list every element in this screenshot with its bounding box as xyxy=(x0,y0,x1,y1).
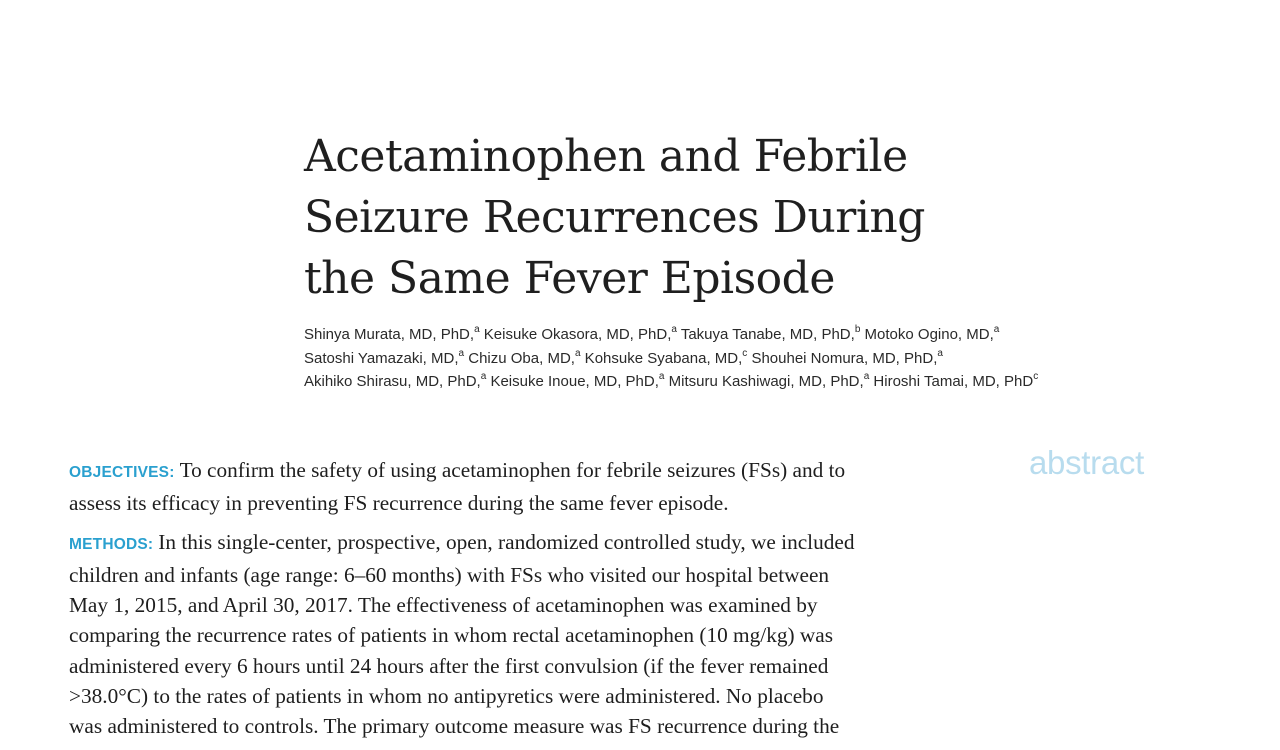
affiliation-mark: a xyxy=(658,371,665,382)
abstract-section-tag: abstract xyxy=(1029,444,1144,481)
author-name: Akihiko Shirasu, MD, PhD, xyxy=(304,373,481,390)
author-list xyxy=(304,323,1038,394)
title-line: Acetaminophen and Febrile xyxy=(304,131,908,182)
author-name: Satoshi Yamazaki, MD, xyxy=(304,349,459,367)
article-title xyxy=(304,126,925,309)
author-name: Keisuke Inoue, MD, PhD, xyxy=(486,373,659,390)
author-name: Hiroshi Tamai, MD, PhD xyxy=(869,373,1034,390)
author-name: Shinya Murata, MD, PhD, xyxy=(304,326,475,343)
author-line xyxy=(304,347,1038,371)
author-line xyxy=(304,370,1038,394)
affiliation-mark: a xyxy=(993,324,1000,335)
affiliation-mark: a xyxy=(863,371,870,382)
title-line: the Same Fever Episode xyxy=(304,253,835,304)
abstract-line: >38.0°C) to the rates of patients in whom no antipyretics were administered. No placebo xyxy=(69,684,824,709)
methods-text: In this single-center, prospective, open, randomized controlled study, we included xyxy=(158,529,855,554)
author-name: Shouhei Nomura, MD, PhD, xyxy=(747,349,938,367)
abstract-line xyxy=(69,527,1009,560)
title-line: Seizure Recurrences During xyxy=(304,192,925,243)
author-name: Takuya Tanabe, MD, PhD, xyxy=(676,326,855,343)
author-name: Motoko Ogino, MD, xyxy=(860,326,994,343)
abstract-line: was administered to controls. The primary outcome measure was FS recurrence during the xyxy=(69,714,840,739)
objectives-text: To confirm the safety of using acetaminophen for febrile seizures (FSs) and to xyxy=(179,458,846,482)
affiliation-mark: c xyxy=(1033,371,1039,382)
abstract-line: assess its efficacy in preventing FS recurrence during the same fever episode. xyxy=(69,491,729,516)
affiliation-mark: a xyxy=(480,371,487,382)
abstract-line: May 1, 2015, and April 30, 2017. The effectiveness of acetaminophen was examined by xyxy=(69,593,818,618)
affiliation-mark: c xyxy=(742,347,748,359)
affiliation-mark: a xyxy=(458,347,465,359)
objectives-paragraph xyxy=(69,455,1009,519)
author-name: Mitsuru Kashiwagi, MD, PhD, xyxy=(664,373,864,390)
author-name: Chizu Oba, MD, xyxy=(464,349,575,367)
abstract-line: comparing the recurrence rates of patients in whom rectal acetaminophen (10 mg/kg) was xyxy=(69,623,834,648)
affiliation-mark: a xyxy=(474,324,480,335)
abstract-line: administered every 6 hours until 24 hours after the first convulsion (if the fever remained xyxy=(69,653,829,678)
abstract-body xyxy=(69,455,1009,750)
affiliation-mark: a xyxy=(574,347,581,359)
author-name: Kohsuke Syabana, MD, xyxy=(580,349,743,367)
methods-paragraph xyxy=(69,527,1009,742)
abstract-line xyxy=(69,455,1009,488)
author-name: Keisuke Okasora, MD, PhD, xyxy=(479,326,672,343)
abstract-line: children and infants (age range: 6–60 months) with FSs who visited our hospital between xyxy=(69,562,830,587)
affiliation-mark: a xyxy=(671,324,677,335)
methods-label: METHODS: xyxy=(69,535,154,553)
affiliation-mark: a xyxy=(937,347,943,359)
objectives-label: OBJECTIVES: xyxy=(69,464,175,481)
affiliation-mark: b xyxy=(854,324,861,335)
author-line xyxy=(304,323,1038,347)
